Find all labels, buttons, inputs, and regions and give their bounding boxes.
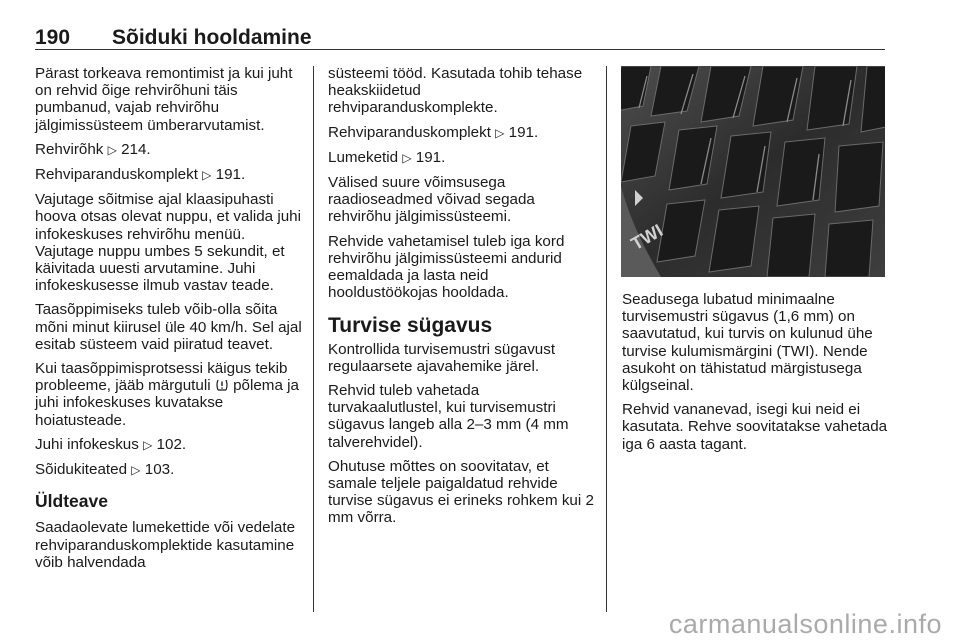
- paragraph: Ohutuse mõttes on soovitatav, et samale teljele paigaldatud rehvide turvise sügavus ei erineks rohkem kui 2 mm võrra.: [328, 457, 594, 527]
- section-heading: Üldteave: [35, 491, 108, 512]
- page-title: Sõiduki hooldamine: [112, 26, 312, 49]
- page-ref-arrow-icon: ▷: [495, 125, 505, 140]
- paragraph: Rehvide vahetamisel tuleb iga kord rehvirõhu jälgimissüsteemi andurid eemaldada ja lasta neid hooldustöökojas hooldada.: [328, 232, 565, 302]
- cross-reference: Lumeketid ▷ 191.: [328, 148, 446, 166]
- page-ref-arrow-icon: ▷: [202, 168, 212, 183]
- tire-pressure-warning-icon: [215, 378, 229, 392]
- twi-label: TWI: [627, 220, 667, 255]
- header-divider: [35, 49, 885, 50]
- column-divider: [313, 66, 314, 612]
- paragraph: Kui taasõppimisprotsessi käigus tekib probleeme, jääb märgutuli põlema ja juhi infokeskuses kuvatakse hoiatusteade.: [35, 360, 299, 429]
- page-ref-arrow-icon: ▷: [131, 463, 141, 478]
- paragraph: süsteemi tööd. Kasutada tohib tehase heakskiidetud rehviparanduskomplekte.: [328, 65, 583, 117]
- page-ref-arrow-icon: ▷: [107, 142, 117, 157]
- paragraph: Kontrollida turvisemustri sügavust regulaarsete ajavahemike järel.: [328, 340, 556, 375]
- cross-reference: Juhi infokeskus ▷ 102.: [35, 435, 187, 453]
- paragraph: Taasõppimiseks tuleb võib-olla sõita mõni minut kiirusel üle 40 km/h. Sel ajal esitab süsteem vaid piiratud teavet.: [35, 301, 302, 353]
- paragraph: Rehvid tuleb vahetada turvakaalutlustel, kui turvisemustri sügavus langeb alla 2–3 mm (4 mm talverehvidel).: [328, 382, 569, 451]
- paragraph: Pärast torkeava remontimist ja kui juht on rehvid õige rehvirõhuni täis pumbanud, vajab rehvirõhu jälgimissüsteem ümberarvutamist.: [35, 65, 293, 134]
- watermark: carmanualsonline.info: [668, 609, 942, 639]
- section-heading: Turvise sügavus: [328, 314, 493, 338]
- paragraph: Seadusega lubatud minimaalne turvisemustri sügavus (1,6 mm) on saavutatud, kui turvis on kulunud ühe turvise kulumismärgini (TWI). Nende asukoht on tähistatud märgistusega külgseinal.: [622, 291, 873, 395]
- paragraph: Vajutage sõitmise ajal klaasipuhasti hoova otsas olevat nuppu, et valida juhi infokeskuses rehvirõhu menüü. Vajutage nuppu umbes 5 sekundit, et käivitada uuesti arvutamine. Juhi infokeskusesse ilmub vastav teade.: [35, 191, 301, 295]
- column-1: [35, 65, 303, 578]
- page-ref-arrow-icon: ▷: [143, 437, 153, 452]
- column-2: [328, 65, 594, 534]
- cross-reference: Rehviparanduskomplekt ▷ 191.: [328, 123, 539, 141]
- cross-reference: Sõidukiteated ▷ 103.: [35, 461, 175, 479]
- cross-reference: Rehvirõhk ▷ 214.: [35, 140, 151, 158]
- column-divider: [606, 66, 607, 612]
- page-number: 190: [35, 26, 71, 49]
- cross-reference: Rehviparanduskomplekt ▷ 191.: [35, 166, 246, 184]
- page-ref-arrow-icon: ▷: [402, 150, 412, 165]
- paragraph: Saadaolevate lumekettide või vedelate rehviparanduskomplektide kasutamine võib halvendada: [35, 519, 296, 571]
- paragraph: Rehvid vananevad, isegi kui neid ei kasutata. Rehve soovitatakse vahetada iga 6 aasta tagant.: [622, 401, 888, 453]
- column-3-text: [622, 291, 888, 460]
- paragraph: Välised suure võimsusega raadioseadmed võivad segada rehvirõhu jälgimissüsteemi.: [328, 174, 535, 226]
- tire-tread-image: [621, 66, 885, 277]
